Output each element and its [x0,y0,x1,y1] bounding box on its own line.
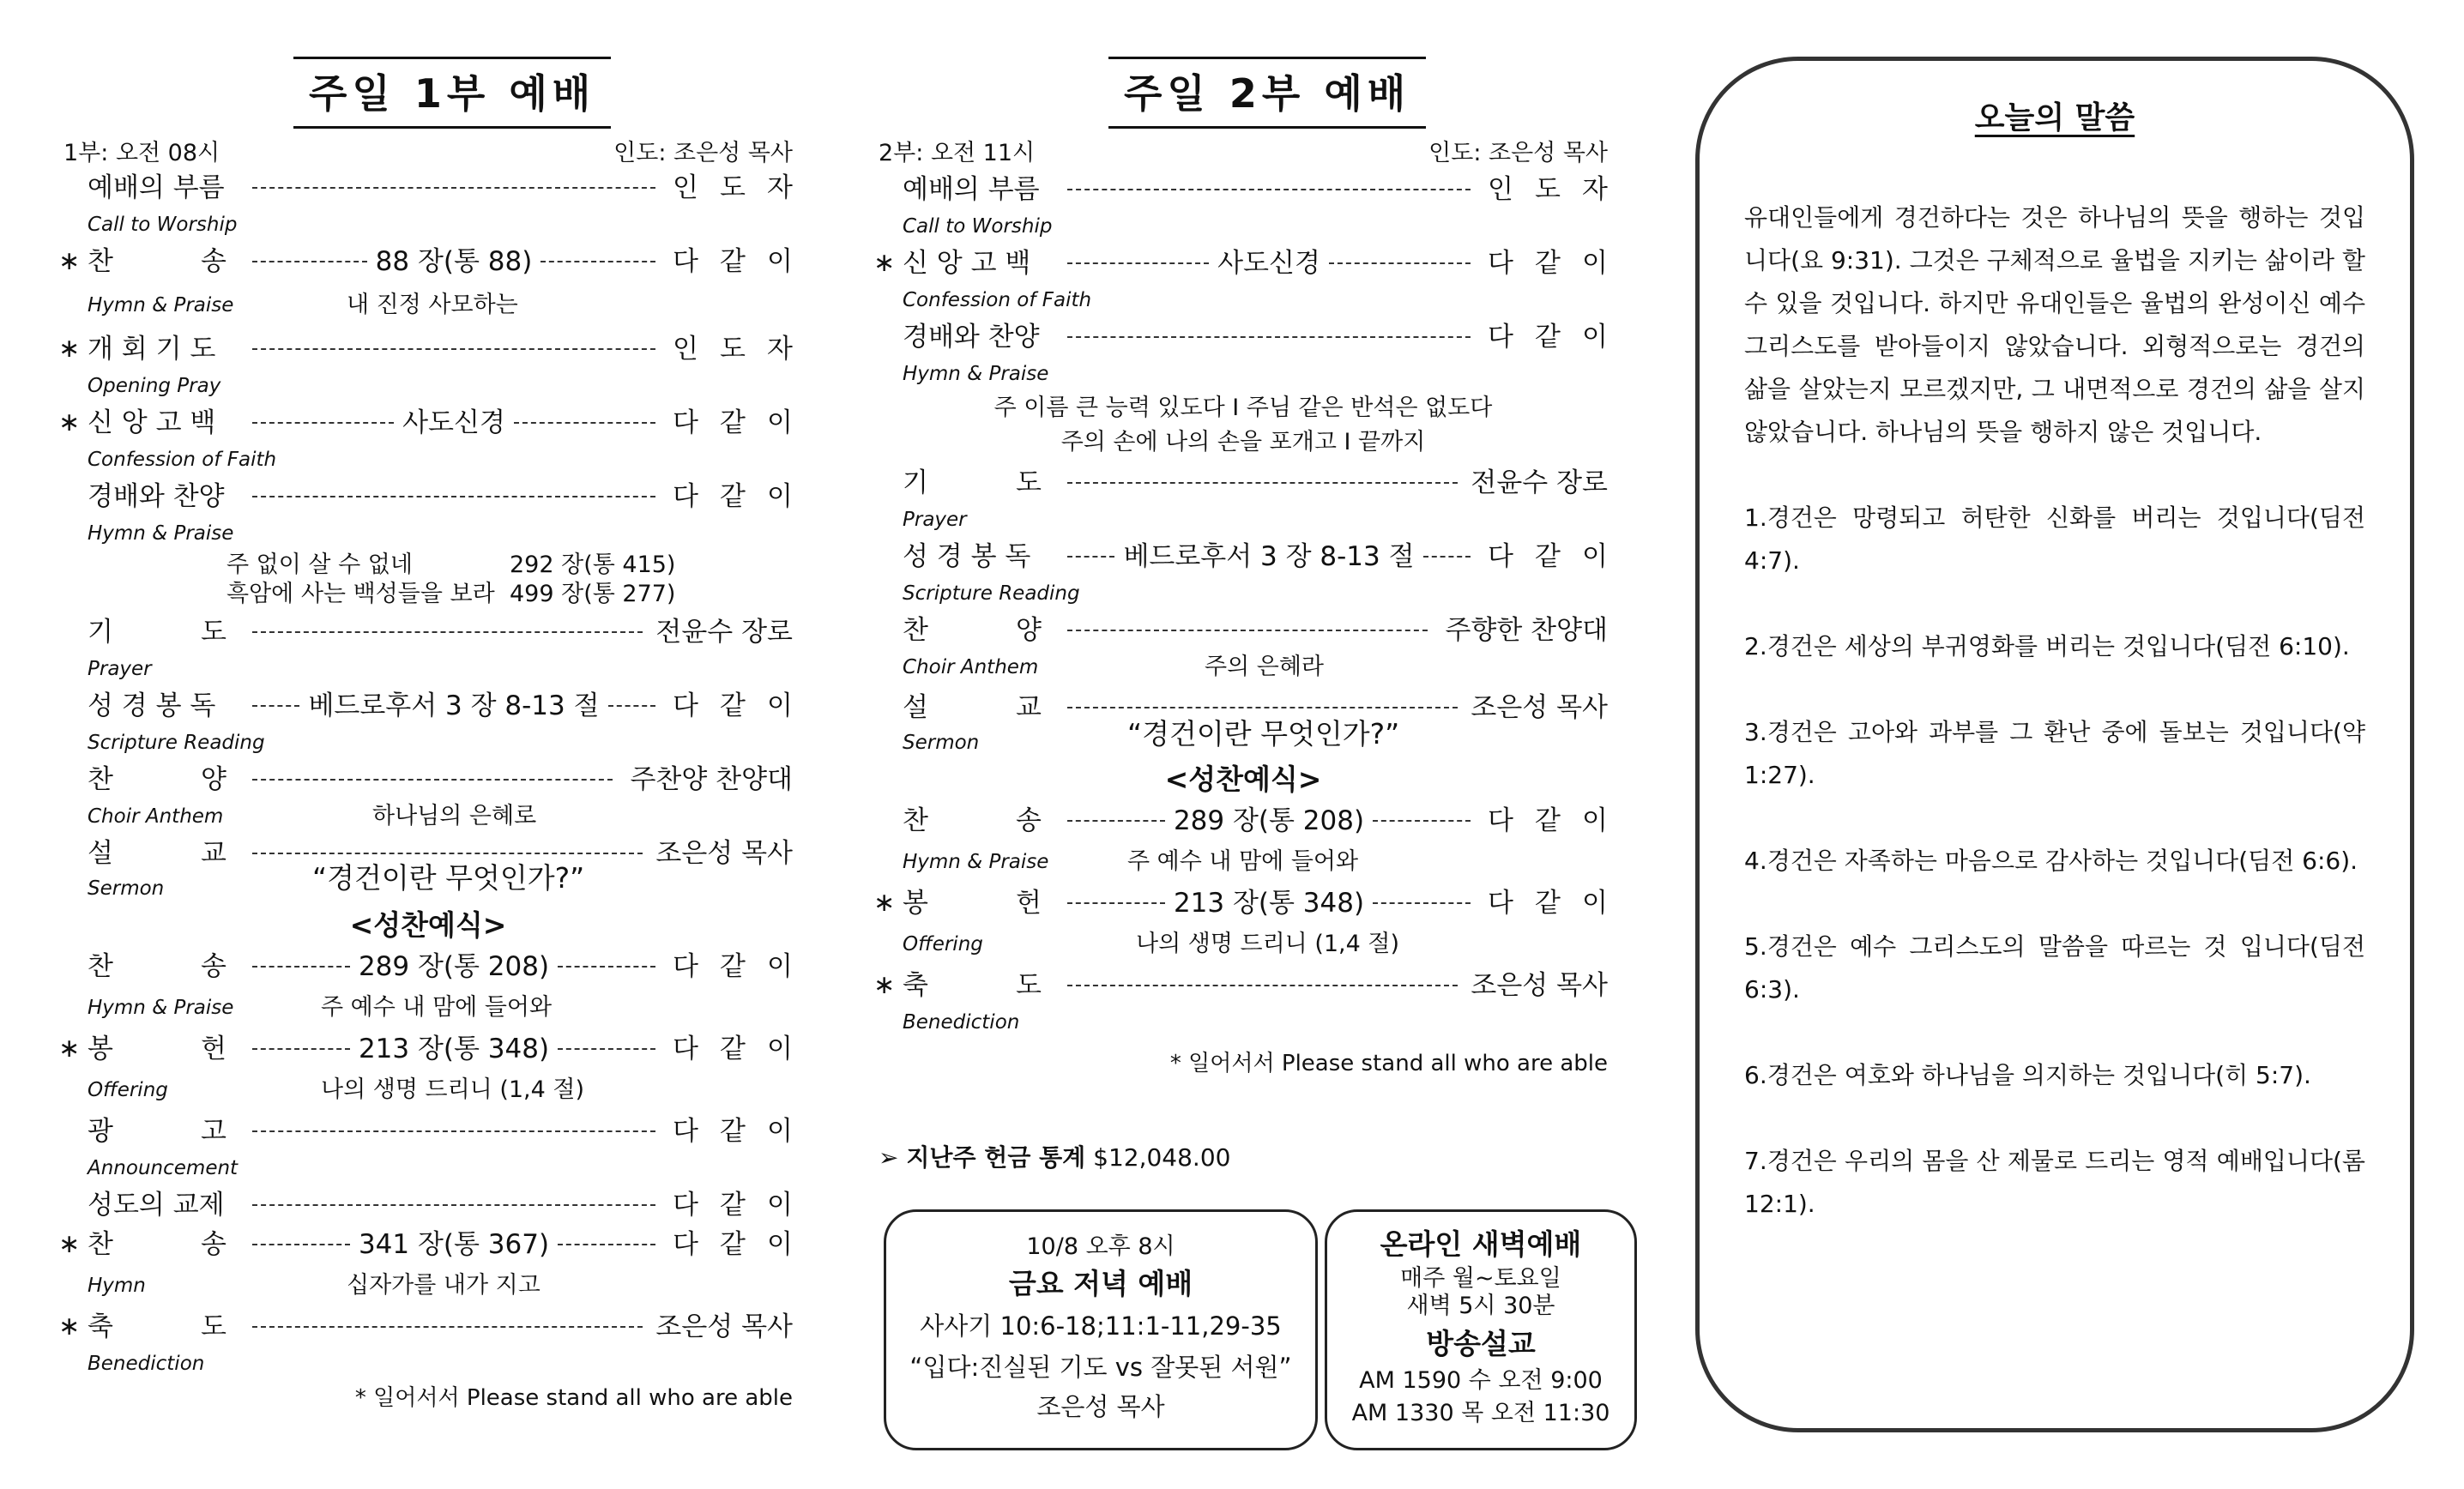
order-label: 찬 양 [88,764,226,795]
stand-mark: ∗ [873,970,896,1000]
order-row [873,244,1608,283]
order-english-label: Hymn [88,1275,146,1297]
dash-leader [1067,482,1458,484]
order-label: 경배와 찬양 [903,322,1040,353]
order-right: 다 같 이 [1488,541,1608,572]
order-english: Scripture Reading [88,732,265,754]
order-right: 인 도 자 [673,334,793,365]
order-english [63,861,793,904]
hymn-title: 십자가를 내가 지고 [347,1272,541,1299]
order-row [58,242,793,281]
word-point: 5.경건은 예수 그리스도의 말씀을 따르는 것 입니다(딤전 6:3). [1744,932,2365,1004]
dash-leader [1423,556,1471,558]
order-english: Call to Worship [903,215,1053,238]
order-right: 전윤수 장로 [655,617,793,648]
service1-meta [63,134,793,167]
todays-word-panel [1695,57,2414,1432]
order-label: 성 경 봉 독 [903,541,1031,572]
dash-leader [252,187,655,189]
praise-line: 주 이름 큰 능력 있도다 I 주님 같은 반석은 없도다 [993,395,1493,421]
word-point: 2.경건은 세상의 부귀영화를 버리는 것입니다(딤전 6:10). [1744,632,2350,660]
order-label: 설 교 [88,838,226,869]
friday-sermon: “입다:진실된 기도 vs 잘못된 서원” [909,1353,1292,1382]
word-point: 3.경건은 고아와 과부를 그 환난 중에 돌보는 것입니다(약 1:27). [1744,718,2365,789]
dash-leader [252,1048,350,1050]
order-row [63,947,793,986]
dash-leader [1067,556,1114,558]
dawn-title: 온라인 새벽예배 [1380,1227,1582,1261]
order-english [63,1069,793,1112]
order-english: Scripture Reading [903,582,1080,605]
order-label: 설 교 [903,692,1042,723]
order-middle: 341 장(통 367) [358,1229,550,1260]
dash-leader [252,966,350,968]
order-middle: 213 장(통 348) [358,1034,550,1064]
order-middle: 289 장(통 208) [1173,805,1365,836]
order-label: 경배와 찬양 [88,481,225,512]
order-label: 광 고 [88,1116,226,1147]
communion-heading: <성찬예식> [1164,763,1322,796]
order-label: 찬 송 [88,1229,226,1260]
order-right: 다 같 이 [673,1190,793,1221]
order-label: 신 앙 고 백 [88,407,216,438]
order-row [58,1029,793,1069]
order-english: Opening Pray [88,375,221,397]
dash-leader [252,705,299,707]
dash-leader [1329,262,1471,264]
order-english-label: Offering [88,1079,168,1101]
service2-time: 2부: 오전 11시 [879,140,1036,166]
praise-line: 주의 손에 나의 손을 포개고 I 끝까지 [1060,429,1426,455]
service1-time: 1부: 오전 08시 [63,140,220,166]
dash-leader [558,966,655,968]
dash-leader [252,422,394,424]
stand-mark: ∗ [58,1034,81,1064]
dash-leader [1373,820,1471,822]
dash-leader [1067,707,1458,708]
order-label: 찬 송 [903,805,1042,836]
order-row [879,611,1608,650]
order-english [879,717,1608,758]
dawn-time: 새벽 5시 30분 [1406,1293,1555,1319]
offering-stats [879,1139,1230,1173]
order-right: 다 같 이 [1488,805,1608,836]
order-label: 봉 헌 [903,888,1042,919]
order-right: 다 같 이 [673,690,793,721]
dash-leader [1067,336,1471,338]
order-middle: 213 장(통 348) [1173,888,1365,919]
order-label: 찬 송 [88,951,226,982]
offering-hymn-title: 나의 생명 드리니 (1,4 절) [1136,931,1399,957]
hymn-title: 주 예수 내 맘에 들어와 [1127,848,1359,875]
order-english-label: Hymn & Praise [88,997,234,1019]
broadcast-title: 방송설교 [1426,1327,1536,1360]
anthem-title: 주의 은혜라 [1205,654,1324,680]
order-right: 다 같 이 [1488,322,1608,353]
dash-leader [252,1244,350,1245]
order-right: 다 같 이 [673,951,793,982]
order-middle: 사도신경 [1217,248,1320,279]
order-right: 다 같 이 [1488,888,1608,919]
stand-mark: ∗ [58,1229,81,1259]
order-right: 다 같 이 [673,481,793,512]
service1-leader: 인도: 조은성 목사 [613,140,793,166]
order-middle: 88 장(통 88) [375,246,533,277]
order-row [63,1185,793,1225]
praise-songs [879,391,1608,463]
order-label: 신 앙 고 백 [903,248,1031,279]
order-right: 다 같 이 [673,1229,793,1260]
praise-song-number: 292 장(통 415) [510,552,676,578]
friday-service-box [884,1209,1318,1450]
dawn-days: 매주 월~토요일 [1400,1265,1561,1292]
anthem-title: 하나님의 은혜로 [372,803,537,829]
order-row [879,317,1608,357]
order-english [879,841,1608,883]
order-english: Benediction [903,1011,1020,1034]
stand-mark: ∗ [58,1311,81,1341]
order-row [58,403,793,443]
arrow-icon: ➢ [879,1143,899,1172]
order-label: 기 도 [903,467,1042,498]
order-row [58,1307,793,1347]
service2-meta [879,134,1608,167]
order-label: 예배의 부름 [88,172,225,203]
friday-title: 금요 저녁 예배 [1008,1267,1193,1300]
order-row [879,170,1608,209]
order-row [879,537,1608,576]
order-right: 주찬양 찬양대 [630,764,793,795]
offering-hymn-title: 나의 생명 드리니 (1,4 절) [321,1076,584,1103]
dash-leader [252,779,613,781]
service2-title: 주일 2부 예배 [1108,57,1426,129]
dash-leader [252,1130,655,1132]
order-english: Prayer [88,658,152,680]
offering-stats-label: 지난주 헌금 통계 [906,1143,1086,1172]
stand-mark: ∗ [873,888,896,918]
order-english [63,1264,793,1307]
sermon-title: “경건이란 무엇인가?” [312,861,585,895]
stand-note: * 일어서서 Please stand all who are able [1169,1051,1608,1076]
order-label: 기 도 [88,617,226,648]
order-english-label: Hymn & Praise [88,294,234,316]
order-english: Hymn & Praise [903,363,1049,385]
praise-songs [63,551,793,612]
order-row [58,329,793,369]
order-row [58,1225,793,1264]
dash-leader [1067,820,1165,822]
dash-leader [1067,189,1471,190]
dash-leader [608,705,655,707]
order-right: 다 같 이 [673,246,793,277]
dash-leader [541,261,655,262]
order-row [63,168,793,208]
dash-leader [252,261,367,262]
order-english [879,923,1608,966]
todays-word-title-text: 오늘의 말씀 [1974,100,2135,136]
praise-song: 흑암에 사는 백성들을 보라 [226,581,495,607]
order-english [63,799,793,834]
word-intro: 유대인들에게 경건하다는 것은 하나님의 뜻을 행하는 것입니다(요 9:31). 그것은 구체적으로 율법을 지키는 삶이라 할 수 있을 것입니다. 하지만 유대인들은 율법의 완성이신 예수 그리스도를 받아들이지 않았습니다. 외형적으로는 경건의 삶을 살았는지 모르겠지만, 그 내면적으로 경건의 삶을 살지 않았습니다. 하나님의 뜻을 행하지 않은 것입니다. [1744,203,2365,446]
order-right: 조은성 목사 [655,838,793,869]
service1-title: 주일 1부 예배 [293,57,611,129]
order-english: Confession of Faith [88,449,277,471]
order-english [63,986,793,1029]
dash-leader [252,1326,643,1328]
todays-word-title [1700,93,2410,137]
sermon-title: “경건이란 무엇인가?” [1127,717,1400,751]
dash-leader [252,631,643,633]
praise-song-number: 499 장(통 277) [510,581,676,607]
word-point: 4.경건은 자족하는 마음으로 감사하는 것입니다(딤전 6:6). [1744,847,2358,875]
order-label: 축 도 [903,970,1042,1001]
order-right: 인 도 자 [673,172,793,203]
friday-preacher: 조은성 목사 [1036,1392,1165,1421]
order-middle: 289 장(통 208) [358,951,550,982]
service2-leader: 인도: 조은성 목사 [1428,140,1608,166]
word-point: 1.경건은 망령되고 허탄한 신화를 버리는 것입니다(딤전 4:7). [1744,503,2365,575]
order-right: 다 같 이 [673,407,793,438]
friday-scripture: 사사기 10:6-18;11:1-11,29-35 [920,1311,1282,1341]
order-middle: 사도신경 [402,407,505,438]
dash-leader [252,853,643,854]
order-row [873,883,1608,923]
dash-leader [1067,262,1209,264]
order-middle: 베드로후서 3 장 8-13 절 [308,690,600,721]
stand-note: * 일어서서 Please stand all who are able [354,1385,793,1411]
order-row [63,760,793,799]
order-row [63,612,793,652]
dash-leader [1067,985,1458,986]
order-english: Benediction [88,1353,205,1375]
stand-mark: ∗ [58,407,81,437]
order-row [63,686,793,726]
praise-song: 주 없이 살 수 없네 [226,552,413,578]
order-label: 예배의 부름 [903,174,1040,205]
broadcast-am1: AM 1590 수 오전 9:00 [1359,1367,1603,1394]
order-right: 전윤수 장로 [1471,467,1608,498]
stand-mark: ∗ [58,246,81,276]
order-label: 개 회 기 도 [88,334,216,365]
stand-mark: ∗ [873,248,896,278]
order-middle: 베드로후서 3 장 8-13 절 [1123,541,1415,572]
order-label: 봉 헌 [88,1034,226,1064]
word-point: 7.경건은 우리의 몸을 산 제물로 드리는 영적 예배입니다(롬 12:1). [1744,1147,2365,1218]
offering-stats-amount: $12,048.00 [1093,1143,1231,1172]
order-english-label: Sermon [903,732,980,754]
order-english: Prayer [903,509,967,531]
order-english: Hymn & Praise [88,522,234,545]
order-label: 성 경 봉 독 [88,690,216,721]
order-right: 조은성 목사 [1471,692,1608,723]
todays-word-body [1744,196,2365,1269]
order-label: 찬 양 [903,615,1042,646]
hymn-title: 내 진정 사모하는 [347,292,518,318]
order-right: 다 같 이 [1488,248,1608,279]
order-english: Announcement [88,1157,239,1179]
order-english-label: Choir Anthem [903,656,1039,678]
dawn-service-box [1325,1209,1637,1450]
hymn-title: 주 예수 내 맘에 들어와 [321,994,553,1021]
order-label: 성도의 교제 [88,1190,225,1221]
order-english-label: Sermon [88,877,165,900]
order-english-label: Choir Anthem [88,805,224,828]
order-right: 다 같 이 [673,1116,793,1147]
dash-leader [252,348,655,350]
dash-leader [558,1244,655,1245]
order-row [63,477,793,516]
friday-datetime: 10/8 오후 8시 [1026,1233,1175,1260]
dash-leader [514,422,655,424]
order-row [879,801,1608,841]
order-english-label: Hymn & Praise [903,851,1049,873]
order-label: 축 도 [88,1311,226,1342]
dash-leader [1373,902,1471,904]
order-row [63,1112,793,1151]
order-right: 다 같 이 [673,1034,793,1064]
service2-order [873,170,1608,1081]
dash-leader [252,1204,655,1206]
dash-leader [1067,902,1165,904]
order-row [873,966,1608,1005]
broadcast-am2: AM 1330 목 오전 11:30 [1351,1400,1610,1426]
dash-leader [1067,630,1428,631]
service1-order [58,168,793,1415]
order-english [879,650,1608,688]
order-right: 인 도 자 [1488,174,1608,205]
stand-mark: ∗ [58,334,81,364]
order-row [879,463,1608,503]
order-right: 조은성 목사 [1471,970,1608,1001]
dash-leader [558,1048,655,1050]
order-english [63,281,793,329]
word-point: 6.경건은 여호와 하나님을 의지하는 것입니다(히 5:7). [1744,1061,2311,1089]
communion-heading: <성찬예식> [349,908,507,942]
order-english-label: Offering [903,933,983,955]
dash-leader [252,496,655,497]
order-right: 조은성 목사 [655,1311,793,1342]
order-english: Confession of Faith [903,289,1092,311]
order-label: 찬 송 [88,246,226,277]
order-right: 주향한 찬양대 [1445,615,1608,646]
order-english: Call to Worship [88,214,238,236]
